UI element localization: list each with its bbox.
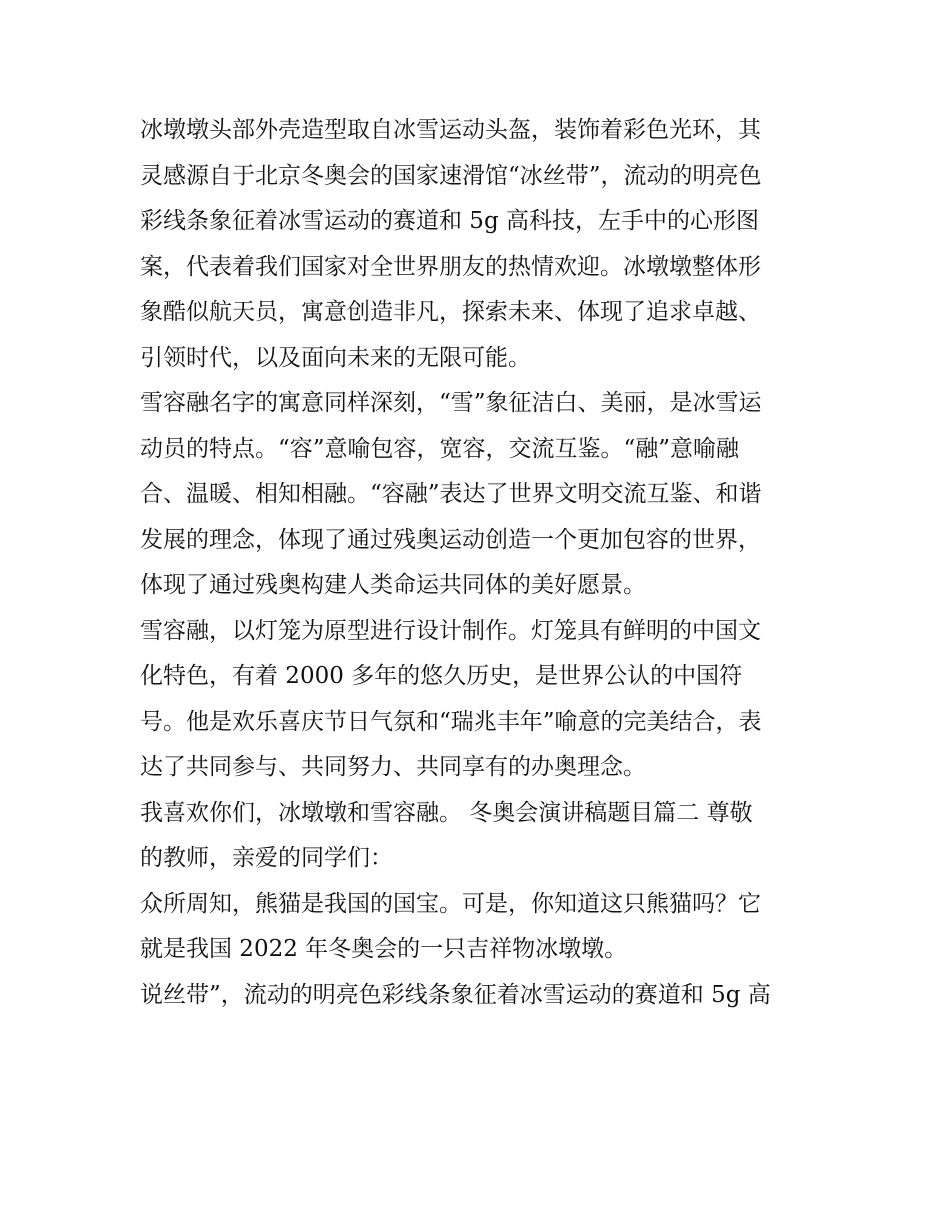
document-body (140, 108, 820, 1018)
text-line: 化特色，有着 2000 多年的悠久历史，是世界公认的中国符 (140, 663, 743, 689)
text-line: 发展的理念，体现了通过残奥运动创造一个更加包容的世界， (140, 526, 761, 553)
text-line: 号。他是欢乐喜庆节日气氛和“瑞兆丰年”喻意的完美结合，表 (140, 708, 762, 735)
text-line: 冰墩墩头部外壳造型取自冰雪运动头盔，装饰着彩色光环，其 (140, 117, 761, 143)
text-line: 众所周知，熊猫是我国的国宝。可是，你知道这只熊猫吗？它 (140, 890, 761, 917)
text-line: 说丝带”，流动的明亮色彩线条象征着冰雪运动的赛道和 5g 高 (140, 981, 771, 1008)
text-line: 就是我国 2022 年冬奥会的一只吉祥物冰墩墩。 (140, 936, 628, 962)
text-line: 雪容融名字的寓意同样深刻，“雪”象征洁白、美丽，是冰雪运 (140, 390, 762, 416)
text-line: 合、温暖、相知相融。“容融”表达了世界文明交流互鉴、和谐 (140, 481, 762, 507)
text-line: 引领时代，以及面向未来的无限可能。 (140, 344, 531, 371)
text-line: 达了共同参与、共同努力、共同享有的办奥理念。 (140, 754, 646, 780)
text-line: 案，代表着我们国家对全世界朋友的热情欢迎。冰墩墩整体形 (140, 253, 761, 280)
text-line: 动员的特点。“容”意喻包容，宽容，交流互鉴。“融”意喻融 (140, 435, 740, 462)
text-line: 体现了通过残奥构建人类命运共同体的美好愿景。 (140, 572, 646, 598)
text-line: 的教师，亲爱的同学们： (140, 845, 393, 871)
text-line: 我喜欢你们，冰墩墩和雪容融。 冬奥会演讲稿题目篇二 尊敬 (140, 799, 753, 826)
text-line: 象酷似航天员，寓意创造非凡，探索未来、体现了追求卓越、 (140, 299, 761, 325)
text-line: 彩线条象征着冰雪运动的赛道和 5g 高科技，左手中的心形图 (140, 208, 759, 234)
text-line: 雪容融，以灯笼为原型进行设计制作。灯笼具有鲜明的中国文 (140, 617, 761, 644)
text-line: 灵感源自于北京冬奥会的国家速滑馆“冰丝带”，流动的明亮色 (140, 162, 762, 189)
